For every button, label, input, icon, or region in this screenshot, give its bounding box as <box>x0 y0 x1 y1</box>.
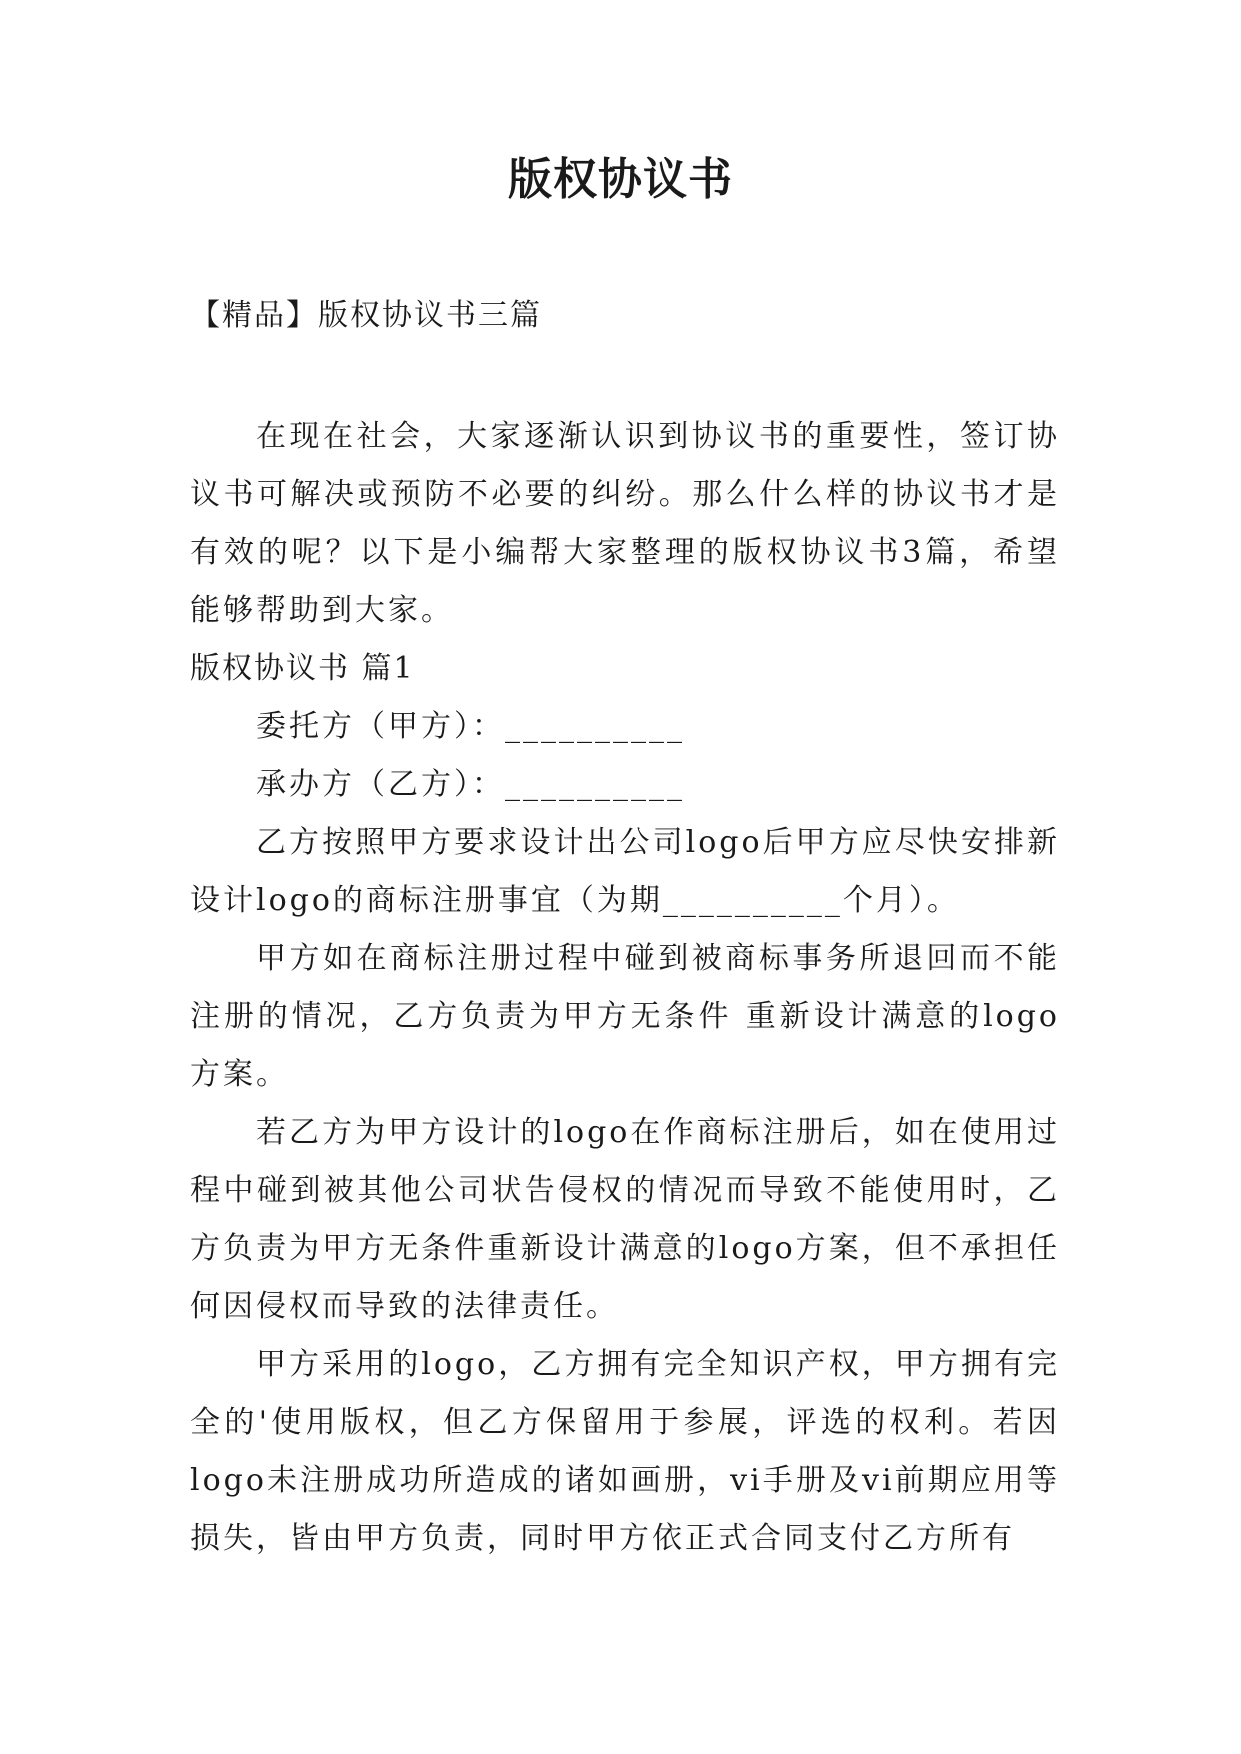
section-heading: 版权协议书 篇1 <box>190 651 415 686</box>
clause-paragraph: 甲方如在商标注册过程中碰到被商标事务所退回而不能注册的情况，乙方负责为甲方无条件 重新设计满意的logo方案。 <box>190 941 1060 1092</box>
party-b-line: 承办方（乙方）：__________ <box>256 767 685 802</box>
document-title: 版权协议书 <box>508 154 733 205</box>
document-body <box>190 408 1060 1568</box>
intro-paragraph: 在现在社会，大家逐渐认识到协议书的重要性，签订协议书可解决或预防不必要的纠纷。那么什么样的协议书才是有效的呢？以下是小编帮大家整理的版权协议书3篇，希望能够帮助到大家。 <box>190 419 1060 628</box>
party-a-line: 委托方（甲方）：__________ <box>256 709 685 744</box>
clause-paragraph: 乙方按照甲方要求设计出公司logo后甲方应尽快安排新设计logo的商标注册事宜（为期__________个月）。 <box>190 825 1060 918</box>
clause-paragraph: 甲方采用的logo，乙方拥有完全知识产权，甲方拥有完全的'使用版权，但乙方保留用于参展，评选的权利。若因logo未注册成功所造成的诸如画册，vi手册及vi前期应用等损失，皆由甲方负责，同时甲方依正式合同支付乙方所有 <box>190 1347 1060 1556</box>
clause-paragraph: 若乙方为甲方设计的logo在作商标注册后，如在使用过程中碰到被其他公司状告侵权的情况而导致不能使用时，乙方负责为甲方无条件重新设计满意的logo方案，但不承担任何因侵权而导致的法律责任。 <box>190 1115 1060 1324</box>
document-subtitle: 【精品】版权协议书三篇 <box>190 298 542 333</box>
